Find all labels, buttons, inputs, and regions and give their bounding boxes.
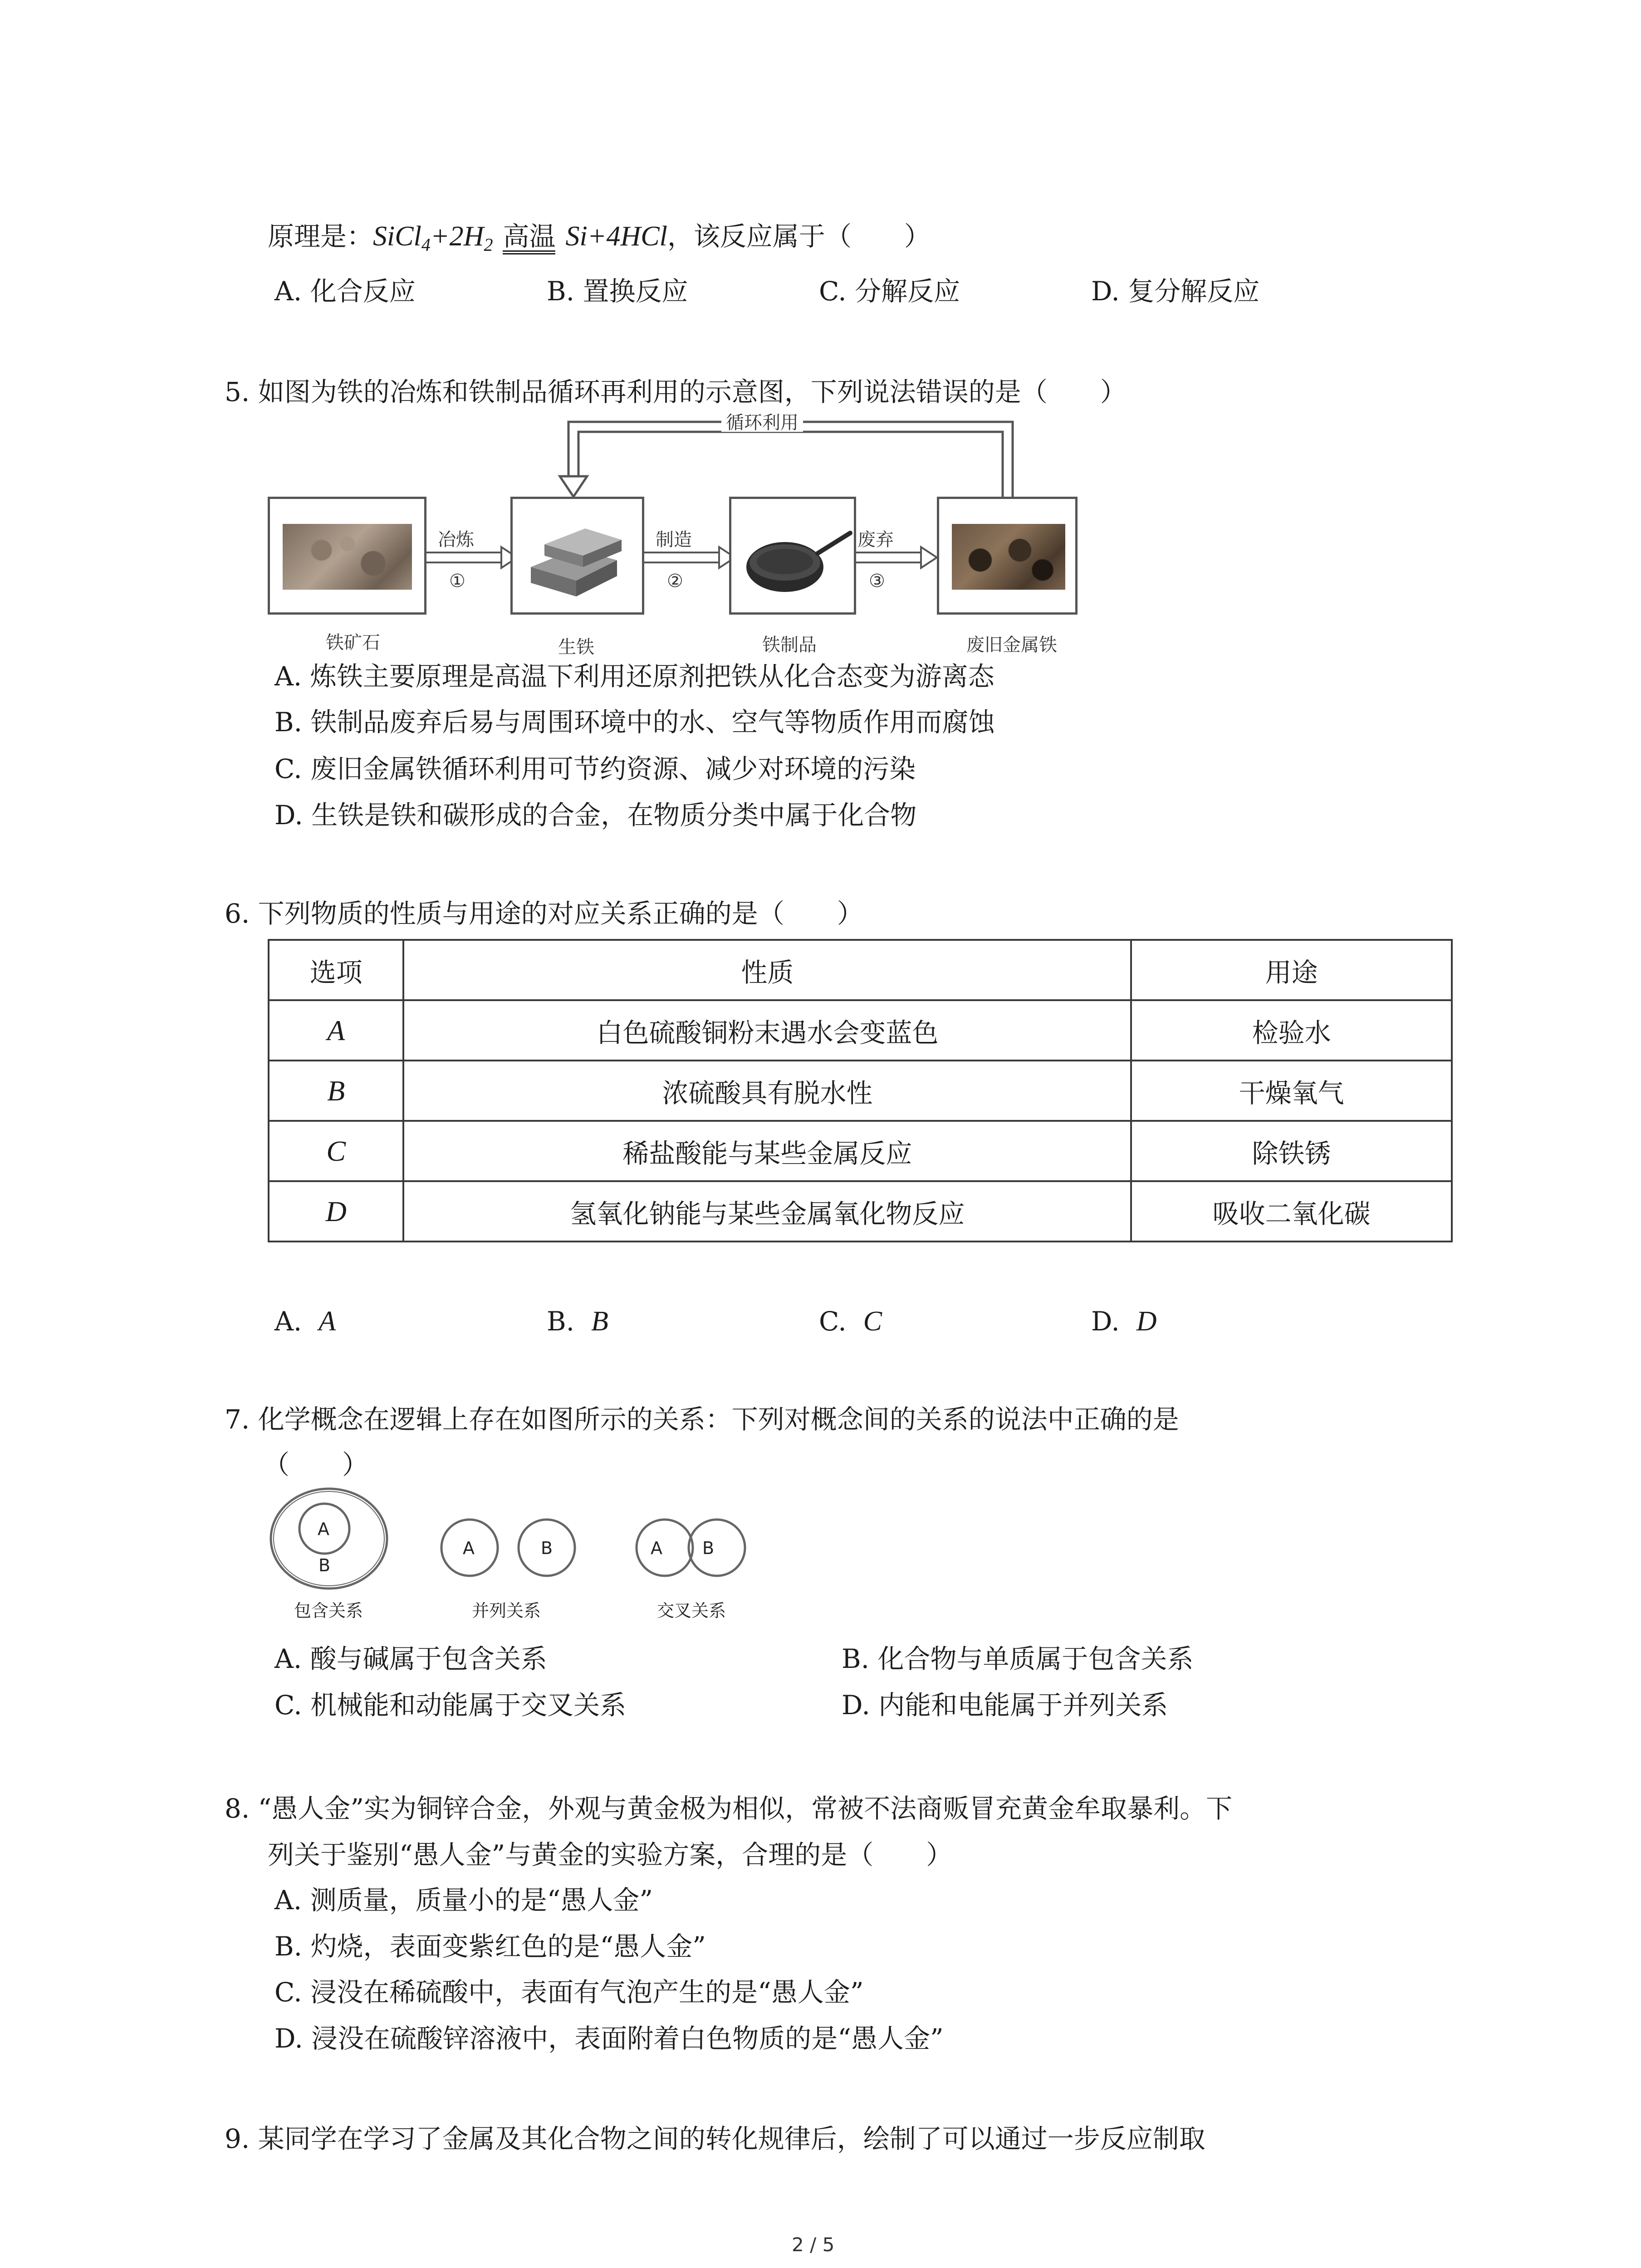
relation-label-include: 包含关系 bbox=[294, 1601, 363, 1621]
eq-products: Si+4HCl bbox=[565, 221, 667, 252]
arrow-num-2: ② bbox=[667, 571, 683, 591]
circle-letter-b: B bbox=[541, 1538, 553, 1558]
node-label-scrap-iron: 废旧金属铁 bbox=[966, 635, 1057, 655]
table-cell-option: C bbox=[269, 1121, 403, 1181]
table-cell-use: 检验水 bbox=[1131, 1000, 1452, 1061]
table-header-cell: 选项 bbox=[269, 940, 403, 1000]
table-cell-option: B bbox=[269, 1061, 403, 1121]
table-cell-property: 白色硫酸铜粉末遇水会变蓝色 bbox=[403, 1000, 1131, 1061]
option-value: C bbox=[863, 1306, 882, 1337]
q7-option-d[interactable]: D. 内能和电能属于并列关系 bbox=[842, 1690, 1168, 1721]
q5-stem: 5. 如图为铁的冶炼和铁制品循环再利用的示意图，下列说法错误的是（ ） bbox=[225, 376, 1127, 407]
q5-option-a[interactable]: A. 炼铁主要原理是高温下利用还原剂把铁从化合态变为游离态 bbox=[274, 661, 994, 692]
q8-option-d[interactable]: D. 浸没在硫酸锌溶液中，表面附着白色物质的是“愚人金” bbox=[274, 2023, 944, 2054]
q5-option-b[interactable]: B. 铁制品废弃后易与周围环境中的水、空气等物质作用而腐蚀 bbox=[274, 707, 995, 738]
node-label-iron-ore: 铁矿石 bbox=[326, 632, 380, 653]
table-header-cell: 性质 bbox=[403, 940, 1131, 1000]
q4-option-b[interactable]: B. 置换反应 bbox=[547, 276, 688, 307]
q4-prefix: 原理是： bbox=[268, 221, 373, 252]
option-value: D bbox=[1136, 1306, 1157, 1337]
table-cell-option: A bbox=[269, 1000, 403, 1061]
q7-option-c[interactable]: C. 机械能和动能属于交叉关系 bbox=[274, 1690, 627, 1721]
option-prefix: D. bbox=[1091, 1306, 1120, 1337]
table-cell-property: 稀盐酸能与某些金属反应 bbox=[403, 1121, 1131, 1181]
arrow-num-1: ① bbox=[449, 571, 465, 591]
circle-letter-a: A bbox=[463, 1538, 475, 1558]
arrow-label-discard: 废弃 bbox=[857, 529, 894, 550]
q7-option-b[interactable]: B. 化合物与单质属于包含关系 bbox=[842, 1643, 1194, 1674]
q4-option-d[interactable]: D. 复分解反应 bbox=[1091, 276, 1260, 307]
eq-condition: 高温 bbox=[503, 223, 555, 254]
circle-letter-a: A bbox=[651, 1538, 662, 1558]
q8-stem-line1: 8. “愚人金”实为铜锌合金，外观与黄金极为相似，常被不法商贩冒充黄金牟取暴利。下 bbox=[225, 1793, 1233, 1824]
option-prefix: A. bbox=[274, 1306, 302, 1337]
option-value: B bbox=[591, 1306, 608, 1337]
option-prefix: B. bbox=[547, 1306, 575, 1337]
table-cell-option: D bbox=[269, 1181, 403, 1242]
table-cell-property: 浓硫酸具有脱水性 bbox=[403, 1061, 1131, 1121]
scrap-iron-box bbox=[937, 497, 1078, 615]
eq-sicl: SiCl bbox=[373, 221, 421, 252]
node-label-iron-product: 铁制品 bbox=[762, 635, 817, 655]
q4-suffix: ，该反应属于（ ） bbox=[667, 221, 931, 252]
table-cell-property: 氢氧化钠能与某些金属氧化物反应 bbox=[403, 1181, 1131, 1242]
table-header-cell: 用途 bbox=[1131, 940, 1452, 1000]
q6-stem: 6. 下列物质的性质与用途的对应关系正确的是（ ） bbox=[225, 898, 863, 929]
eq-plus2h: +2H bbox=[430, 221, 484, 252]
circle-letter-a: A bbox=[318, 1519, 329, 1539]
q9-stem: 9. 某同学在学习了金属及其化合物之间的转化规律后，绘制了可以通过一步反应制取 bbox=[225, 2123, 1205, 2154]
arrow-label-make: 制造 bbox=[656, 529, 692, 550]
q4-option-a[interactable]: A. 化合反应 bbox=[274, 276, 416, 307]
option-value: A bbox=[318, 1306, 336, 1337]
page-number: 2 / 5 bbox=[792, 2234, 835, 2256]
table-cell-use: 除铁锈 bbox=[1131, 1121, 1452, 1181]
circle-letter-b: B bbox=[702, 1538, 715, 1558]
eq-sub2: 2 bbox=[484, 235, 493, 255]
table-cell-use: 干燥氧气 bbox=[1131, 1061, 1452, 1121]
relation-label-cross: 交叉关系 bbox=[657, 1601, 726, 1621]
q7-paren: （ ） bbox=[263, 1449, 369, 1480]
scrap-iron-image bbox=[952, 524, 1065, 590]
q7-stem: 7. 化学概念在逻辑上存在如图所示的关系：下列对概念间的关系的说法中正确的是 bbox=[225, 1404, 1179, 1435]
q6-option-c[interactable] bbox=[819, 1307, 882, 1335]
option-prefix: C. bbox=[819, 1306, 847, 1337]
arrow-label-smelt: 冶炼 bbox=[438, 529, 474, 550]
relation-circles bbox=[0, 0, 817, 1656]
arrow-num-3: ③ bbox=[869, 571, 885, 591]
relation-label-parallel: 并列关系 bbox=[472, 1601, 541, 1621]
circle-letter-b: B bbox=[318, 1555, 331, 1575]
q7-option-a[interactable]: A. 酸与碱属于包含关系 bbox=[274, 1643, 547, 1674]
node-label-pig-iron: 生铁 bbox=[558, 637, 594, 658]
q8-option-a[interactable]: A. 测质量，质量小的是“愚人金” bbox=[274, 1885, 653, 1916]
table-cell-use: 吸收二氧化碳 bbox=[1131, 1181, 1452, 1242]
q8-option-c[interactable]: C. 浸没在稀硫酸中，表面有气泡产生的是“愚人金” bbox=[274, 1977, 864, 2008]
q8-stem-line2: 列关于鉴别“愚人金”与黄金的实验方案，合理的是（ ） bbox=[268, 1839, 953, 1870]
q4-option-c[interactable]: C. 分解反应 bbox=[819, 276, 960, 307]
eq-sub4: 4 bbox=[421, 235, 431, 255]
q6-option-d[interactable] bbox=[1091, 1307, 1157, 1335]
cycle-label: 循环利用 bbox=[721, 414, 803, 432]
q8-option-b[interactable]: B. 灼烧，表面变紫红色的是“愚人金” bbox=[274, 1931, 706, 1962]
q5-option-c[interactable]: C. 废旧金属铁循环利用可节约资源、减少对环境的污染 bbox=[274, 753, 916, 784]
q5-option-d[interactable]: D. 生铁是铁和碳形成的合金，在物质分类中属于化合物 bbox=[274, 800, 917, 831]
